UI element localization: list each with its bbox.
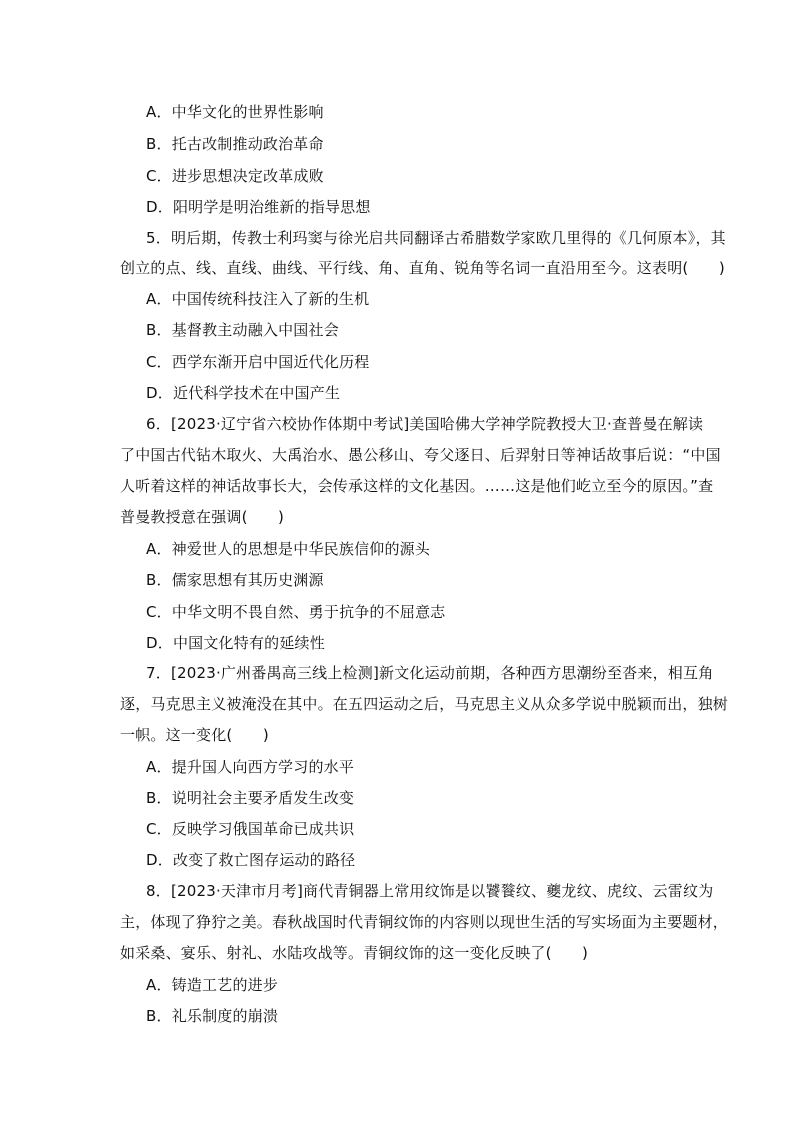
q7-option-d: D．改变了救亡图存运动的路径 [146,851,356,869]
q4-option-b: B．托古改制推动政治革命 [146,135,324,153]
q4-option-c: C．进步思想决定改革成败 [146,167,324,185]
q7-option-c: C．反映学习俄国革命已成共识 [146,820,355,838]
q8-stem-line-3: 如采桑、宴乐、射礼、水陆攻战等。青铜纹饰的这一变化反映了( ) [120,944,589,962]
q7-stem-line-3: 一帜。这一变化( ) [120,726,269,744]
q7-option-b: B．说明社会主要矛盾发生改变 [146,789,355,807]
q5-stem-line-1: 5．明后期，传教士利玛窦与徐光启共同翻译古希腊数学家欧几里得的《几何原本》，其 [146,229,726,247]
q8-option-a: A．铸造工艺的进步 [146,976,279,994]
q5-option-a: A．中国传统科技注入了新的生机 [146,290,370,308]
q5-option-d: D．近代科学技术在中国产生 [146,384,341,402]
q6-option-a: A．神爱世人的思想是中华民族信仰的源头 [146,540,431,558]
q6-option-c: C．中华文明不畏自然、勇于抗争的不屈意志 [146,603,446,621]
q5-option-b: B．基督教主动融入中国社会 [146,321,339,339]
q6-stem-line-2: 了中国古代钻木取火、大禹治水、愚公移山、夸父逐日、后羿射日等神话故事后说：“中国 [120,446,721,464]
q5-option-c: C．西学东渐开启中国近代化历程 [146,353,370,371]
q7-stem-line-2: 逐，马克思主义被淹没在其中。在五四运动之后，马克思主义从众多学说中脱颖而出，独树 [120,695,729,713]
q6-stem-line-1: 6．[2023·辽宁省六校协作体期中考试]美国哈佛大学神学院教授大卫·查普曼在解读 [146,415,704,433]
q6-option-b: B．儒家思想有其历史渊源 [146,571,324,589]
q4-option-d: D．阳明学是明治维新的指导思想 [146,198,371,216]
q8-stem-line-2: 主，体现了狰狞之美。春秋战国时代青铜纹饰的内容则以现世生活的写实场面为主要题材， [120,913,729,931]
q5-stem-line-2: 创立的点、线、直线、曲线、平行线、角、直角、锐角等名词一直沿用至今。这表明( ) [120,259,725,277]
q6-stem-line-4: 普曼教授意在强调( ) [120,508,285,526]
q7-stem-line-1: 7．[2023·广州番禺高三线上检测]新文化运动前期，各种西方思潮纷至沓来，相互角 [146,664,714,682]
q8-stem-line-1: 8．[2023·天津市月考]商代青铜器上常用纹饰是以饕餮纹、夔龙纹、虎纹、云雷纹为 [146,882,714,900]
q6-option-d: D．中国文化特有的延续性 [146,634,325,652]
q6-stem-line-3: 人听着这样的神话故事长大，会传承这样的文化基因。……这是他们屹立至今的原因。”查 [120,477,714,495]
q8-option-b: B．礼乐制度的崩溃 [146,1007,279,1025]
q4-option-a: A．中华文化的世界性影响 [146,103,324,121]
q7-option-a: A．提升国人向西方学习的水平 [146,758,355,776]
